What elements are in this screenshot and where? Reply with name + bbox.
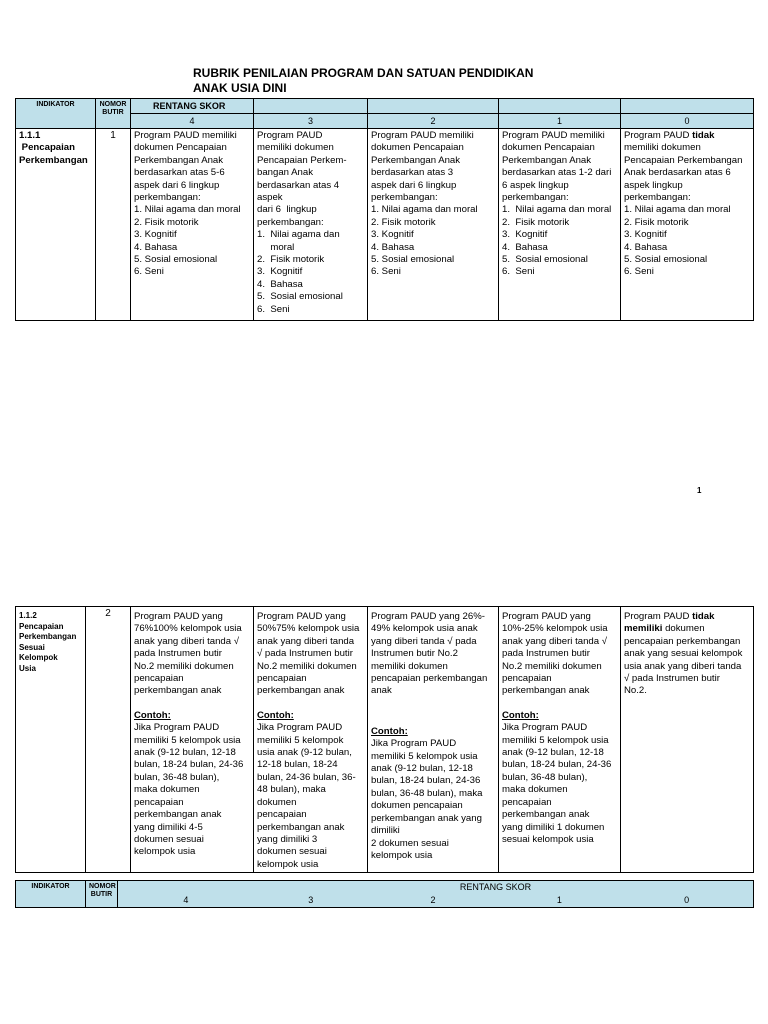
cell-text-line: memiliki 5 kelompok usia xyxy=(502,734,609,746)
rubric-table-3-header xyxy=(15,880,754,908)
cell-text-line: √ pada Instrumen butir xyxy=(624,673,720,685)
butir-cell: 1 xyxy=(96,129,131,321)
header-score-4: RENTANG SKOR 4 xyxy=(131,99,254,129)
cell-text-line: 4. Bahasa xyxy=(624,241,668,253)
cell-text-line: 5. Sosial emosional xyxy=(371,254,455,266)
cell-text-line: 76%100% kelompok usia xyxy=(134,623,242,635)
header-score-0: 0 xyxy=(621,99,754,129)
cell-text-line: 1. Nilai agama dan moral xyxy=(134,204,241,216)
cell-text-line: anak xyxy=(371,685,392,697)
cell-text-line: yang dimiliki 3 xyxy=(257,833,318,845)
cell-text-line: 4. Bahasa xyxy=(257,278,303,290)
cell-text-line: 50%75% kelompok usia xyxy=(257,623,360,635)
cell-text-line: memiliki 5 kelompok usia xyxy=(134,734,241,746)
header-row xyxy=(16,99,754,129)
cell-text-line: 4. Bahasa xyxy=(502,241,548,253)
cell-text-line: kelompok usia xyxy=(134,846,196,858)
table-row xyxy=(16,129,754,321)
header-score-1: 1 xyxy=(556,895,562,905)
header-nomor-butir: NOMOR BUTIR xyxy=(86,881,118,908)
cell-text-line: dokumen sesuai xyxy=(257,846,327,858)
cell-text-line: 1. Nilai agama dan moral xyxy=(371,204,478,216)
cell-text-line: 2. Fisik motorik xyxy=(134,216,199,228)
cell-text-line: 49% kelompok usia anak xyxy=(371,623,478,635)
score-3-cell xyxy=(254,607,368,873)
cell-text-line: dokumen Pencapaian xyxy=(502,142,595,154)
cell-text-line: pencapaian xyxy=(502,673,552,685)
cell-text-line: bangan Anak xyxy=(257,167,314,179)
cell-text-line: bulan, 36-48 bulan), xyxy=(502,771,588,783)
cell-text-line: dokumen Pencapaian xyxy=(134,142,227,154)
cell-text-line: usia anak yang diberi tanda xyxy=(624,660,742,672)
cell-text-line: dokumen Pencapaian xyxy=(371,142,464,154)
score-2-cell xyxy=(368,129,499,321)
cell-text-line: Program PAUD xyxy=(257,130,323,141)
rubric-table-2 xyxy=(15,606,754,873)
header-score-1: 1 xyxy=(499,99,621,129)
cell-text-line: perkembangan: xyxy=(257,216,324,228)
header-row xyxy=(16,881,754,908)
cell-text-line: anak (9-12 bulan, 12-18 xyxy=(134,747,236,759)
cell-text-line: Program PAUD yang 26%- xyxy=(371,611,485,622)
header-score-4: 4 xyxy=(183,895,189,905)
cell-text-line: 3. Kognitif xyxy=(257,266,303,278)
cell-text-line: bulan, 18-24 bulan, 24-36 xyxy=(502,759,612,771)
cell-text-line: 6 aspek lingkup xyxy=(502,179,569,191)
cell-text-line: pencapaian perkembangan xyxy=(624,635,741,647)
contoh-label: Contoh: xyxy=(134,709,171,721)
document-title xyxy=(193,66,533,96)
cell-text-line: 4. Bahasa xyxy=(371,241,415,253)
cell-text-line: 3. Kognitif xyxy=(371,229,414,241)
cell-text-line: bulan, 18-24 bulan, 24-36 xyxy=(371,775,481,787)
cell-text-line: anak yang diberi tanda xyxy=(257,635,355,647)
cell-text-line: Pencapaian Perkembangan xyxy=(624,154,743,166)
page-number: 1 xyxy=(697,486,702,495)
cell-text-line: 1. Nilai agama dan moral xyxy=(624,204,731,216)
cell-text-line: √ pada Instrumen butir xyxy=(257,648,353,660)
cell-text-line: pada Instrumen butir xyxy=(502,648,590,660)
header-rentang-skor-group xyxy=(118,881,754,908)
header-rentang-skor: RENTANG SKOR xyxy=(153,101,226,111)
header-score-3: 3 xyxy=(308,895,314,905)
cell-text-line: Perkembangan Anak xyxy=(134,154,224,166)
indikator-cell: 1.1.1 Pencapaian Perkembangan xyxy=(16,129,96,321)
cell-text-line: berdasarkan atas 1-2 dari xyxy=(502,167,612,179)
cell-text-line: No.2 memiliki dokumen xyxy=(502,660,602,672)
cell-text-line: aspek dari 6 lingkup xyxy=(371,179,457,191)
cell-text-line: aspek lingkup xyxy=(624,179,683,191)
cell-text-line: 1. Nilai agama dan xyxy=(257,229,340,241)
cell-text-line: 6. Seni xyxy=(502,266,535,278)
score-0-cell: Program PAUD tidak memiliki dokumen Pencapaian Perkembangan Anak berdasarkan atas 6 aspek lingkup perkembangan: 1. Nilai agama dan moral 2. Fisik motorik 3. Kognitif 4. Bahasa 5. Sosial emosional 6. Seni xyxy=(621,129,754,321)
cell-text-line: pencapaian xyxy=(257,809,307,821)
cell-text-line: memiliki dokumen xyxy=(624,142,701,154)
cell-text-line: 2. Fisik motorik xyxy=(371,216,436,228)
cell-text-line: usia anak (9-12 bulan, xyxy=(257,747,352,759)
cell-text-line: Pencapaian Perkem- xyxy=(257,154,347,166)
contoh-label: Contoh: xyxy=(371,725,408,737)
cell-text-line: perkembangan: xyxy=(624,192,691,204)
score-4-cell xyxy=(131,607,254,873)
cell-text-line: 2. Fisik motorik xyxy=(624,216,689,228)
rubric-table-1 xyxy=(15,98,754,321)
cell-text-line: 5. Sosial emosional xyxy=(502,254,588,266)
cell-text-line: kelompok usia xyxy=(371,849,433,861)
title-line-1: RUBRIK PENILAIAN PROGRAM DAN SATUAN PENDIDIKAN xyxy=(193,66,534,80)
cell-text-line: 6. Seni xyxy=(134,266,164,278)
cell-text-line: 2. Fisik motorik xyxy=(257,254,325,266)
cell-text-line: anak (9-12 bulan, 12-18 xyxy=(502,747,604,759)
cell-text-line: No.2. xyxy=(624,685,647,697)
butir-cell: 2 xyxy=(86,607,131,873)
cell-text-line: Jika Program PAUD xyxy=(134,722,220,734)
cell-text-line: memiliki 5 kelompok usia xyxy=(371,750,478,762)
header-rentang-skor: RENTANG SKOR xyxy=(459,882,532,892)
cell-text-line: perkembangan anak xyxy=(502,685,590,697)
cell-text-line: 1. Nilai agama dan moral xyxy=(502,204,612,216)
cell-text-line: Jika Program PAUD xyxy=(371,738,457,750)
cell-text-line: perkembangan anak xyxy=(257,685,345,697)
cell-text-line: aspek dari 6 lingkup xyxy=(134,179,220,191)
cell-text-line: Program PAUD yang xyxy=(502,611,591,622)
cell-text-line: No.2 memiliki dokumen xyxy=(134,660,234,672)
cell-text-line: Instrumen butir No.2 xyxy=(371,648,458,660)
cell-text-line: anak (9-12 bulan, 12-18 xyxy=(371,763,473,775)
cell-text-line: anak yang sesuai kelompok xyxy=(624,648,743,660)
cell-text-line: aspek xyxy=(257,192,283,204)
cell-text-line: perkembangan: xyxy=(502,192,569,204)
cell-text-line: Program PAUD memiliki xyxy=(134,130,237,141)
cell-text-line: 6. Seni xyxy=(257,303,290,315)
cell-text-line: pencapaian xyxy=(134,796,184,808)
cell-text-line: memiliki dokumen xyxy=(371,660,448,672)
cell-text-line: perkembangan anak yang xyxy=(371,812,482,824)
cell-text-line: yang diberi tanda √ pada xyxy=(371,635,477,647)
cell-text-line: sesuai kelompok usia xyxy=(502,833,594,845)
cell-text-line: 3. Kognitif xyxy=(502,229,548,241)
cell-text-line: pencapaian perkembangan xyxy=(371,673,488,685)
cell-text-line: memiliki 5 kelompok xyxy=(257,734,344,746)
cell-text-line: 5. Sosial emosional xyxy=(134,254,218,266)
cell-text-line: dari 6 lingkup xyxy=(257,204,317,216)
cell-text-line: perkembangan: xyxy=(134,192,201,204)
cell-text-line: bulan, 36-48 bulan), xyxy=(134,771,220,783)
header-indikator: INDIKATOR xyxy=(16,99,96,129)
cell-text-line: berdasarkan atas 5-6 xyxy=(134,167,225,179)
cell-text-line: 3. Kognitif xyxy=(624,229,667,241)
cell-text-line: Perkembangan Anak xyxy=(502,154,592,166)
cell-text-line: No.2 memiliki dokumen xyxy=(257,660,357,672)
cell-text-line: moral xyxy=(257,241,295,253)
header-score-2: 2 xyxy=(368,99,499,129)
cell-text-line: 12-18 bulan, 18-24 xyxy=(257,759,338,771)
cell-text-line: Program PAUD yang xyxy=(134,611,223,622)
score-2-cell xyxy=(368,607,499,873)
cell-text-line: berdasarkan atas 4 xyxy=(257,179,340,191)
cell-text-line: pencapaian xyxy=(257,673,307,685)
score-0-cell: Program PAUD tidak memiliki dokumen pencapaian perkembangan anak yang sesuai kelompok usia anak yang diberi tanda √ pada Instrumen butir No.2. xyxy=(621,607,754,873)
cell-text-line: 3. Kognitif xyxy=(134,229,177,241)
cell-text-line: Program PAUD memiliki xyxy=(371,130,474,141)
indikator-cell: 1.1.2 Pencapaian Perkembangan Sesuai Kelompok Usia xyxy=(16,607,86,873)
cell-text-line: 6. Seni xyxy=(624,266,654,278)
cell-text-line: 48 bulan), maka xyxy=(257,784,326,796)
cell-text-line: bulan, 18-24 bulan, 24-36 xyxy=(134,759,244,771)
header-score-0: 0 xyxy=(684,895,690,905)
cell-text-line: yang dimiliki 1 dokumen xyxy=(502,821,605,833)
cell-text-line: memiliki dokumen xyxy=(257,142,334,154)
cell-text-line: dokumen sesuai xyxy=(134,833,204,845)
cell-text-line: 5. Sosial emosional xyxy=(624,254,708,266)
cell-text-line: Anak berdasarkan atas 6 xyxy=(624,167,731,179)
score-1-cell xyxy=(499,129,621,321)
header-score-3: 3 xyxy=(254,99,368,129)
cell-text-line: Perkembangan Anak xyxy=(371,154,461,166)
cell-text-line: yang dimiliki 4-5 xyxy=(134,821,203,833)
cell-text-line: bulan, 36-48 bulan), maka xyxy=(371,787,483,799)
cell-text-line: anak yang diberi tanda √ xyxy=(134,635,240,647)
title-line-2: ANAK USIA DINI xyxy=(193,81,287,95)
header-score-2: 2 xyxy=(430,895,436,905)
cell-text-line: 2. Fisik motorik xyxy=(502,216,570,228)
cell-text-line: berdasarkan atas 3 xyxy=(371,167,454,179)
cell-text-line: 2 dokumen sesuai xyxy=(371,837,449,849)
cell-text-line: 5. Sosial emosional xyxy=(257,291,343,303)
cell-text-line: Program PAUD yang xyxy=(257,611,346,622)
contoh-label: Contoh: xyxy=(502,709,539,721)
cell-text-line: pencapaian xyxy=(134,673,184,685)
cell-text-line: perkembangan anak xyxy=(502,809,590,821)
cell-text-line: pada Instrumen butir xyxy=(134,648,222,660)
cell-text-line: Jika Program PAUD xyxy=(502,722,588,734)
cell-text-line: maka dokumen xyxy=(502,784,568,796)
cell-text-line: bulan, 24-36 bulan, 36- xyxy=(257,771,356,783)
cell-text-line: Program PAUD memiliki xyxy=(502,130,605,141)
score-3-cell xyxy=(254,129,368,321)
header-indikator: INDIKATOR xyxy=(16,881,86,908)
cell-text-line: perkembangan: xyxy=(371,192,438,204)
cell-text-line: 10%-25% kelompok usia xyxy=(502,623,608,635)
header-nomor-butir: NOMOR BUTIR xyxy=(96,99,131,129)
cell-text-line: perkembangan anak xyxy=(134,685,222,697)
score-4-cell xyxy=(131,129,254,321)
contoh-label: Contoh: xyxy=(257,709,294,721)
cell-text-line: 4. Bahasa xyxy=(134,241,178,253)
cell-text-line: Jika Program PAUD xyxy=(257,722,343,734)
cell-text-line: maka dokumen xyxy=(134,784,200,796)
cell-text-line: perkembangan anak xyxy=(257,821,345,833)
cell-text-line: dimiliki xyxy=(371,825,400,837)
table-row xyxy=(16,607,754,873)
cell-text-line: pencapaian xyxy=(502,796,552,808)
cell-text-line: anak yang diberi tanda √ xyxy=(502,635,608,647)
score-1-cell xyxy=(499,607,621,873)
cell-text-line: dokumen pencapaian xyxy=(371,800,463,812)
cell-text-line: perkembangan anak xyxy=(134,809,222,821)
cell-text-line: kelompok usia xyxy=(257,858,319,870)
cell-text-line: 6. Seni xyxy=(371,266,401,278)
cell-text-line: dokumen xyxy=(257,796,297,808)
